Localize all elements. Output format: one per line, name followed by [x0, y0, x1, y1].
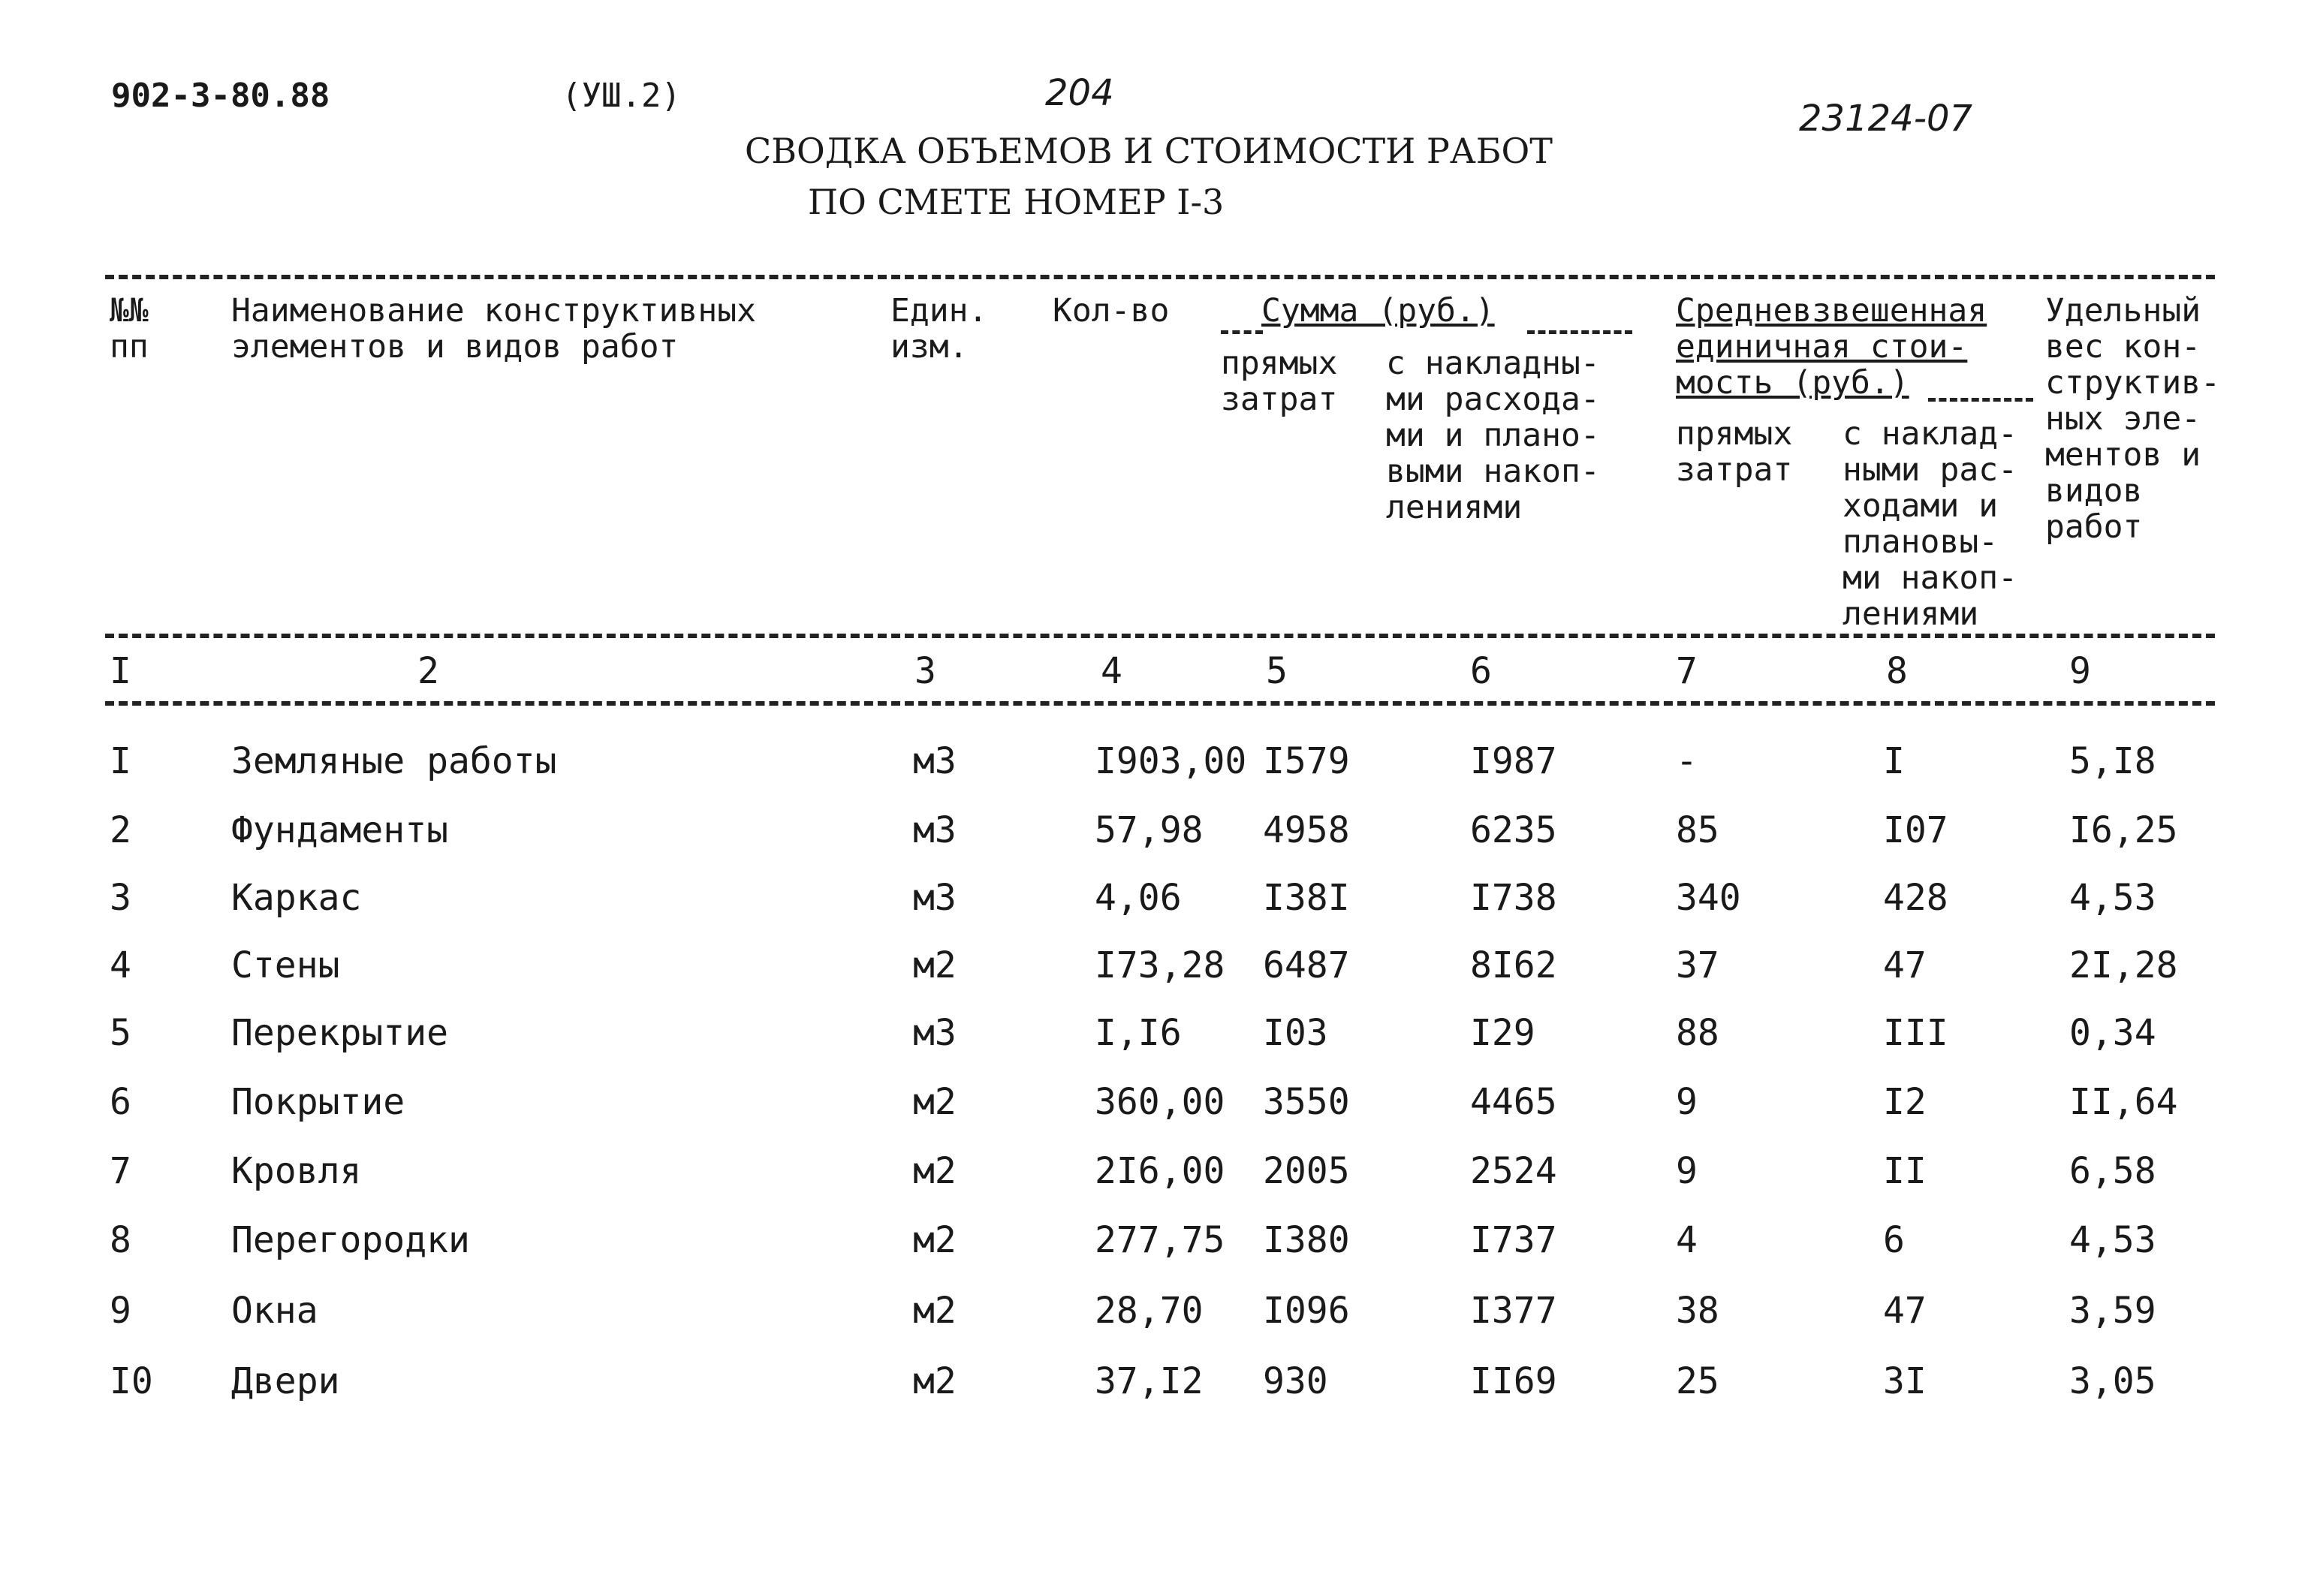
row-unit-direct: 25	[1676, 1360, 1719, 1402]
row-unit: м2	[913, 1290, 957, 1332]
page-number: 204	[1045, 72, 1114, 114]
row-sum-overhead: I377	[1470, 1290, 1557, 1332]
row-number: 3	[110, 877, 131, 919]
row-unit-direct: 340	[1676, 877, 1741, 919]
row-unit: м3	[913, 1012, 957, 1054]
col-num-9: 9	[2069, 650, 2091, 692]
row-number: I	[110, 740, 131, 782]
row-name: Перекрытие	[231, 1012, 448, 1054]
row-name: Каркас	[231, 877, 362, 919]
col-num-7: 7	[1676, 650, 1698, 692]
col-num-3: 3	[914, 650, 936, 692]
col-num-4: 4	[1101, 650, 1122, 692]
row-sum-direct: I096	[1263, 1290, 1350, 1332]
row-sum-overhead: I987	[1470, 740, 1557, 782]
row-share: 2I,28	[2069, 944, 2178, 986]
row-sum-direct: 4958	[1263, 809, 1350, 851]
row-sum-direct: 930	[1263, 1360, 1328, 1402]
section-label: (УШ.2)	[562, 77, 681, 115]
row-name: Окна	[231, 1290, 318, 1332]
column-numbers-rule	[105, 701, 2215, 706]
row-name: Покрытие	[231, 1081, 405, 1123]
col-header-sum-direct: прямых затрат	[1221, 345, 1338, 418]
row-unit-overhead: 47	[1883, 944, 1927, 986]
row-sum-direct: 2005	[1263, 1150, 1350, 1192]
row-qty: 277,75	[1095, 1219, 1225, 1261]
row-share: 3,05	[2069, 1360, 2156, 1402]
row-qty: 2I6,00	[1095, 1150, 1225, 1192]
row-sum-overhead: I737	[1470, 1219, 1557, 1261]
row-share: 5,I8	[2069, 740, 2156, 782]
row-name: Кровля	[231, 1150, 362, 1192]
row-sum-overhead: 2524	[1470, 1150, 1557, 1192]
row-sum-overhead: 6235	[1470, 809, 1557, 851]
row-name: Стены	[231, 944, 340, 986]
row-unit-direct: 37	[1676, 944, 1719, 986]
row-qty: 360,00	[1095, 1081, 1225, 1123]
row-unit-overhead: I07	[1883, 809, 1948, 851]
col-header-number: №№ пп	[110, 292, 149, 366]
row-number: 4	[110, 944, 131, 986]
row-sum-overhead: 8I62	[1470, 944, 1557, 986]
col-num-8: 8	[1886, 650, 1908, 692]
row-number: I0	[110, 1360, 153, 1402]
row-unit-overhead: 6	[1883, 1219, 1905, 1261]
row-number: 6	[110, 1081, 131, 1123]
row-share: 3,59	[2069, 1290, 2156, 1332]
row-unit-direct: 38	[1676, 1290, 1719, 1332]
col-header-unit: Един. изм.	[890, 292, 988, 366]
row-unit: м3	[913, 740, 957, 782]
row-sum-direct: 3550	[1263, 1081, 1350, 1123]
row-qty: I,I6	[1095, 1012, 1182, 1054]
row-qty: 37,I2	[1095, 1360, 1204, 1402]
row-unit: м3	[913, 809, 957, 851]
row-number: 2	[110, 809, 131, 851]
row-unit-overhead: II	[1883, 1150, 1927, 1192]
row-qty: 4,06	[1095, 877, 1182, 919]
row-unit-overhead: III	[1883, 1012, 1948, 1054]
row-name: Фундаменты	[231, 809, 448, 851]
page-subtitle: ПО СМЕТЕ НОМЕР I-3	[808, 182, 1225, 222]
row-unit-direct: -	[1676, 740, 1698, 782]
col-header-unit-direct: прямых затрат	[1676, 415, 1793, 489]
group-dash-left	[1221, 330, 1263, 334]
row-unit-overhead: 3I	[1883, 1360, 1927, 1402]
row-sum-direct: I03	[1263, 1012, 1328, 1054]
col-num-2: 2	[417, 650, 439, 692]
row-unit-direct: 88	[1676, 1012, 1719, 1054]
document-code: 902-3-80.88	[111, 77, 330, 115]
col-header-sum-overhead: с накладны- ми расхода- ми и плано- выми накоп- лениями	[1386, 345, 1600, 526]
col-header-sum-group: Сумма (руб.)	[1261, 292, 1495, 330]
row-unit-direct: 4	[1676, 1219, 1698, 1261]
row-unit: м2	[913, 1360, 957, 1402]
row-sum-overhead: I738	[1470, 877, 1557, 919]
row-sum-direct: I579	[1263, 740, 1350, 782]
row-sum-overhead: 4465	[1470, 1081, 1557, 1123]
row-qty: I903,00	[1095, 740, 1247, 782]
row-unit-direct: 9	[1676, 1150, 1698, 1192]
col-header-unit-cost-group: Средневзвешенная единичная стои- мость (руб.)	[1676, 292, 1987, 402]
col-header-name: Наименование конструктивных элементов и видов работ	[231, 292, 756, 366]
col-header-share: Удельный вес кон- структив- ных эле- ментов и видов работ	[2045, 292, 2220, 546]
archive-number: 23124-07	[1799, 98, 1973, 140]
row-unit-direct: 85	[1676, 809, 1719, 851]
row-unit: м2	[913, 1219, 957, 1261]
row-unit-overhead: 47	[1883, 1290, 1927, 1332]
row-number: 9	[110, 1290, 131, 1332]
row-share: 0,34	[2069, 1012, 2156, 1054]
col-header-unit-overhead: с наклад- ными рас- ходами и плановы- ми накоп- лениями	[1842, 415, 2017, 633]
header-bottom-rule	[105, 634, 2215, 638]
row-share: 4,53	[2069, 877, 2156, 919]
row-sum-direct: 6487	[1263, 944, 1350, 986]
row-sum-direct: I380	[1263, 1219, 1350, 1261]
row-qty: I73,28	[1095, 944, 1225, 986]
row-number: 5	[110, 1012, 131, 1054]
row-unit-overhead: I2	[1883, 1081, 1927, 1123]
row-sum-direct: I38I	[1263, 877, 1350, 919]
row-unit: м2	[913, 1081, 957, 1123]
col-header-qty: Кол-во	[1053, 292, 1170, 330]
row-number: 7	[110, 1150, 131, 1192]
table-top-rule	[105, 275, 2215, 279]
row-unit-direct: 9	[1676, 1081, 1698, 1123]
row-unit: м2	[913, 1150, 957, 1192]
row-name: Перегородки	[231, 1219, 470, 1261]
row-unit: м2	[913, 944, 957, 986]
col-num-6: 6	[1470, 650, 1492, 692]
row-share: 6,58	[2069, 1150, 2156, 1192]
row-unit-overhead: I	[1883, 740, 1905, 782]
row-share: I6,25	[2069, 809, 2178, 851]
col-num-1: I	[110, 650, 131, 692]
row-name: Земляные работы	[231, 740, 557, 782]
row-unit: м3	[913, 877, 957, 919]
row-unit-overhead: 428	[1883, 877, 1948, 919]
row-qty: 57,98	[1095, 809, 1204, 851]
group-dash-right	[1527, 330, 1632, 334]
row-qty: 28,70	[1095, 1290, 1204, 1332]
row-number: 8	[110, 1219, 131, 1261]
row-name: Двери	[231, 1360, 340, 1402]
row-sum-overhead: I29	[1470, 1012, 1535, 1054]
col-num-5: 5	[1266, 650, 1288, 692]
row-share: II,64	[2069, 1081, 2178, 1123]
row-sum-overhead: II69	[1470, 1360, 1557, 1402]
page-title: СВОДКА ОБЪЕМОВ И СТОИМОСТИ РАБОТ	[745, 131, 1553, 171]
row-share: 4,53	[2069, 1219, 2156, 1261]
